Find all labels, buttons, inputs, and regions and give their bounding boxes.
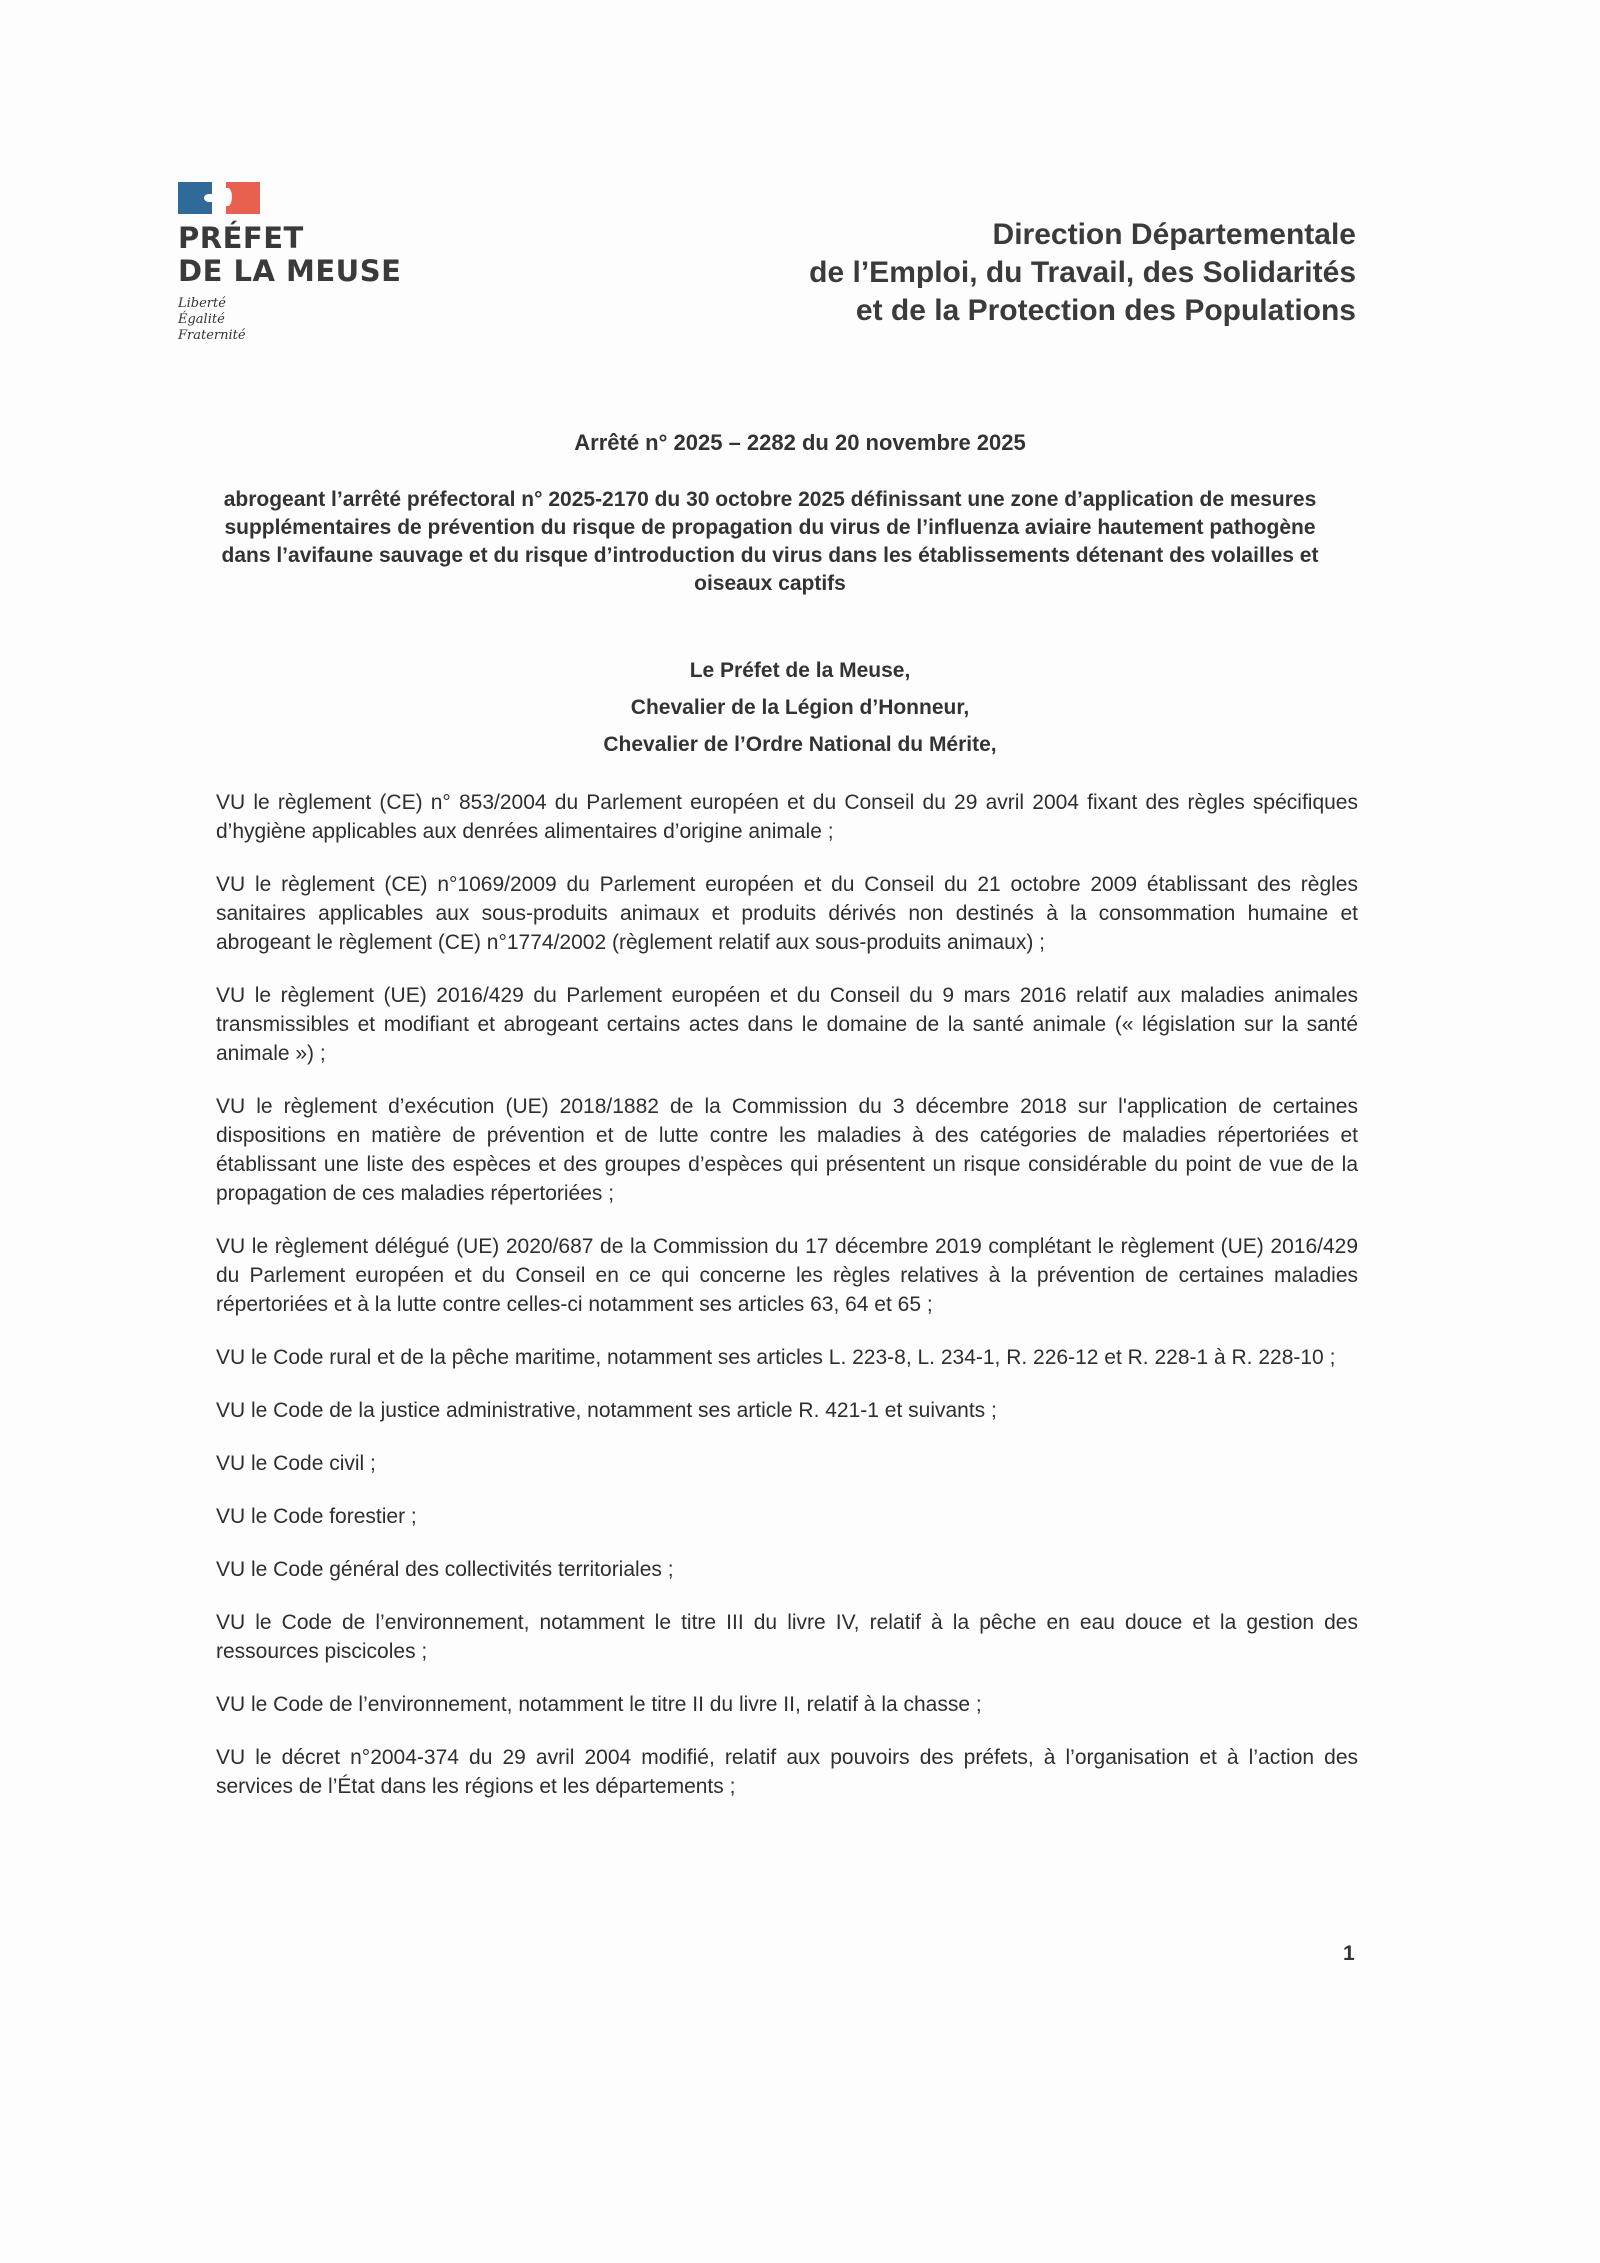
page-number: 1 [1343, 1942, 1355, 1965]
visa-paragraph: VU le règlement délégué (UE) 2020/687 de la Commission du 17 décembre 2019 complétant le règlement (UE) 2016/429 du Parlement européen et du Conseil en ce qui concerne les règles relatives à la prévention de certaines maladies répertoriées et à la lutte contre celles-ci notamment ses articles 63, 64 et 65 ; [216, 1235, 1358, 1316]
visa-paragraph: VU le règlement (CE) n° 853/2004 du Parlement européen et du Conseil du 29 avril 2004 fixant des règles spécifiques d’hygiène applicables aux denrées alimentaires d’origine animale ; [216, 791, 1358, 843]
visa-paragraph: VU le Code civil ; [216, 1452, 376, 1475]
visa-paragraph: VU le décret n°2004-374 du 29 avril 2004 modifié, relatif aux pouvoirs des préfets, à l’organisation et à l’action des services de l’État dans les régions et les départements ; [216, 1746, 1358, 1798]
prefecture-logo [178, 182, 401, 344]
republic-motto: Liberté Égalité Fraternité [178, 296, 246, 343]
visa-paragraph: VU le Code rural et de la pêche maritime, notamment ses articles L. 223-8, L. 234-1, R. 226-12 et R. 228-1 à R. 228-10 ; [216, 1346, 1336, 1369]
visa-paragraph: VU le règlement (UE) 2016/429 du Parlement européen et du Conseil du 9 mars 2016 relatif aux maladies animales transmissibles et modifiant et abrogeant certains actes dans le domaine de la santé animale (« législation sur la santé animale ») ; [216, 984, 1358, 1065]
visa-paragraph: VU le règlement d’exécution (UE) 2018/1882 de la Commission du 3 décembre 2018 sur l'application de certaines dispositions en matière de prévention et de lutte contre les maladies à des catégories de maladies répertoriées et établissant une liste des espèces et des groupes d’espèces qui présentent un risque considérable du point de vue de la propagation de ces maladies répertoriées ; [216, 1095, 1358, 1205]
marianne-flag-icon [178, 182, 260, 214]
visas-list [216, 788, 1358, 1825]
visa-paragraph: VU le Code de l’environnement, notamment le titre III du livre IV, relatif à la pêche en eau douce et la gestion des ressources piscicoles ; [216, 1611, 1358, 1663]
prefect-titles: Le Préfet de la Meuse, Chevalier de la Légion d’Honneur, Chevalier de l’Ordre National du Mérite, [603, 659, 997, 756]
visa-paragraph: VU le règlement (CE) n°1069/2009 du Parlement européen et du Conseil du 21 octobre 2009 établissant des règles sanitaires applicables aux sous-produits animaux et produits dérivés non destinés à la consommation humaine et abrogeant le règlement (CE) n°1774/2002 (règlement relatif aux sous-produits animaux) ; [216, 873, 1358, 954]
decree-subtitle: abrogeant l’arrêté préfectoral n° 2025-2170 du 30 octobre 2025 définissant une zone d’application de mesures supplémentaires de prévention du risque de propagation du virus de l’influenza aviaire hautement pathogène dans l’avifaune sauvage et du risque d’introduction du virus dans les établissements détenant des volailles et oiseaux captifs [221, 488, 1319, 595]
visa-paragraph: VU le Code général des collectivités territoriales ; [216, 1558, 674, 1581]
visa-paragraph: VU le Code de la justice administrative, notamment ses article R. 421-1 et suivants ; [216, 1399, 997, 1422]
visa-paragraph: VU le Code forestier ; [216, 1505, 417, 1528]
decree-title: Arrêté n° 2025 – 2282 du 20 novembre 2025 [574, 430, 1026, 455]
issuing-directorate: Direction Départementale de l’Emploi, du Travail, des Solidarités et de la Protection des Populations [809, 218, 1356, 327]
prefecture-name: PRÉFET DE LA MEUSE [178, 221, 402, 288]
visa-paragraph: VU le Code de l’environnement, notamment le titre II du livre II, relatif à la chasse ; [216, 1693, 982, 1716]
